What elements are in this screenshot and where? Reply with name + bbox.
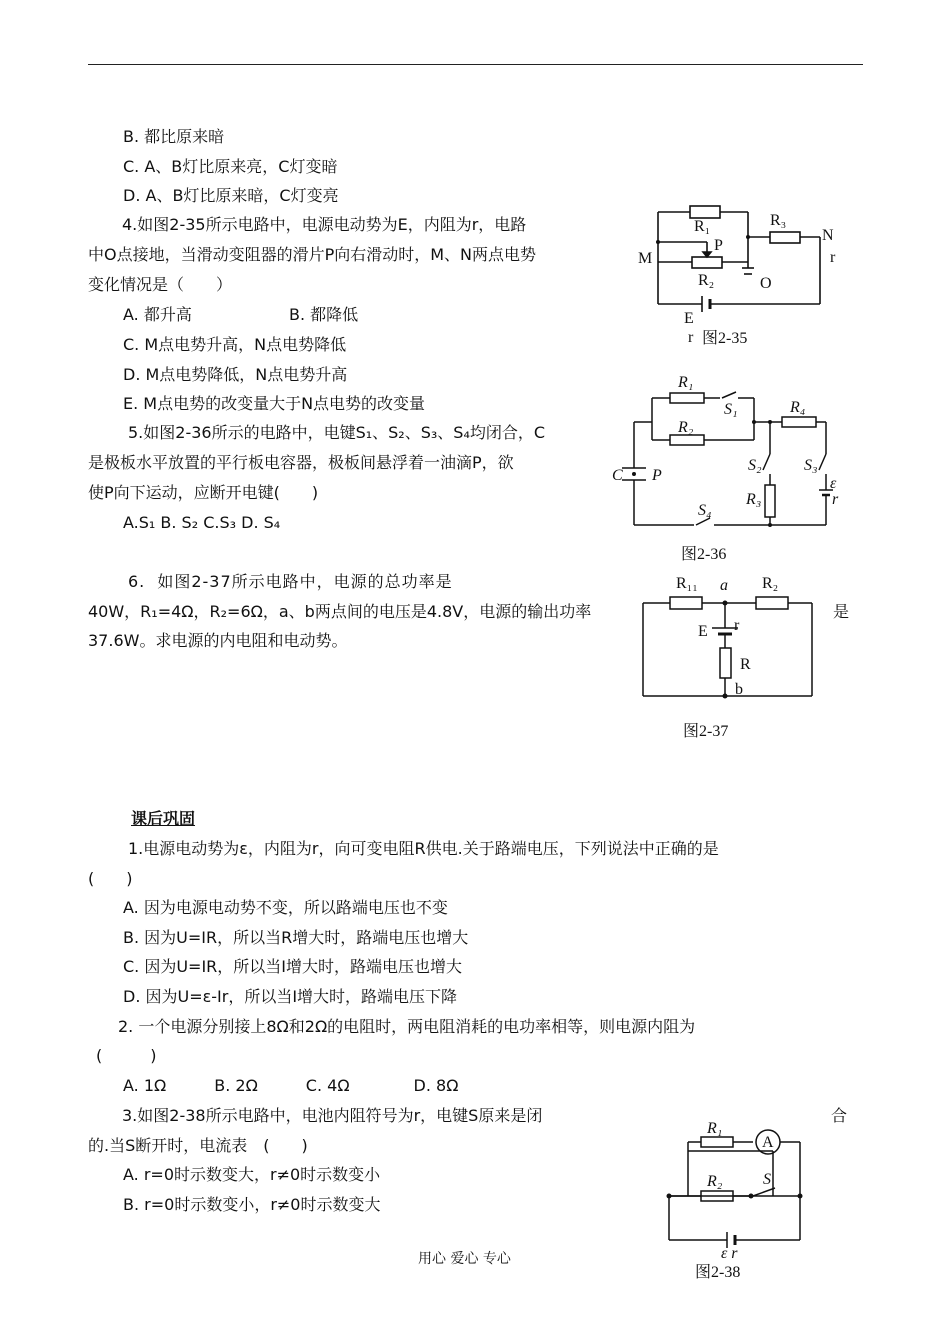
fig35-caption: 图2-35: [702, 330, 748, 347]
fig38-label-r1: R₁: [707, 1120, 723, 1137]
q4-option-b: B. 都降低: [289, 305, 359, 324]
fig38-caption: 图2-38: [695, 1264, 741, 1281]
fig36-label-c: C: [612, 467, 623, 484]
fig36-label-p: P: [652, 467, 662, 484]
hw2-line1: 2. 一个电源分别接上8Ω和2Ω的电阻时，两电阻消耗的电功率相等，则电源内阻为: [118, 1017, 696, 1036]
section-heading: 课后巩固: [131, 809, 196, 828]
hw1-option-a: A. 因为电源电动势不变，所以路端电压也不变: [123, 898, 448, 917]
option-b-prev: B. 都比原来暗: [123, 127, 225, 146]
fig38-label-r2: R₂: [707, 1173, 723, 1190]
q4-option-c: C. M点电势升高，N点电势降低: [123, 335, 347, 354]
q6-line1-end: 是: [833, 602, 850, 621]
fig35-label-o: O: [760, 275, 772, 292]
fig36-label-s1: S₁: [724, 401, 738, 418]
fig36-label-r1: R₁: [678, 374, 694, 391]
hw1-option-b: B. 因为U=IR，所以当R增大时，路端电压也增大: [123, 928, 469, 947]
fig37-label-a: a: [720, 577, 728, 594]
hw1-line1: 1.电源电动势为ε，内阻为r，向可变电阻R供电.关于路端电压，下列说法中正确的是: [128, 839, 719, 858]
option-d-prev: D. A、B灯比原来暗，C灯变亮: [123, 186, 339, 205]
hw3-line1: 3.如图2-38所示电路中，电池内阻符号为r，电键S原来是闭: [122, 1106, 543, 1125]
fig37-label-r2: R₂: [762, 575, 779, 592]
hw3-option-b: B. r=0时示数变小，r≠0时示数变大: [123, 1195, 381, 1214]
hw3-line2: 的.当S断开时，电流表 ( ): [88, 1136, 308, 1155]
q4-option-d: D. M点电势降低，N点电势升高: [123, 365, 348, 384]
page-footer: 用心 爱心 专心: [418, 1251, 511, 1267]
hw3-line1-end: 合: [831, 1106, 848, 1125]
fig35-label-m: M: [638, 250, 653, 267]
q5-line3: 使P向下运动，应断开电键( ): [88, 483, 319, 502]
fig36-label-r2: R₂: [678, 419, 694, 436]
fig37-label-r: r: [734, 617, 740, 634]
q5-options: A.S₁ B. S₂ C.S₃ D. S₄: [123, 513, 281, 532]
header-rule: [88, 64, 863, 65]
figure-2-36: [612, 370, 842, 540]
fig35-label-r-right: r: [830, 249, 836, 266]
q4-line2: 中O点接地，当滑动变阻器的滑片P向右滑动时，M、N两点电势: [88, 245, 537, 264]
fig35-label-r1: R₁: [694, 218, 711, 235]
fig37-label-e: E: [698, 623, 708, 640]
figure-2-38: [663, 1118, 813, 1262]
hw1-option-c: C. 因为U=IR，所以当I增大时，路端电压也增大: [123, 957, 463, 976]
fig35-label-r2: R₂: [698, 272, 715, 289]
fig35-label-n: N: [822, 227, 834, 244]
fig36-label-eps: ε: [830, 475, 837, 492]
q5-line1: 5.如图2-36所示的电路中，电键S₁、S₂、S₃、S₄均闭合，C: [128, 423, 546, 442]
fig38-ammeter-label: A: [762, 1134, 774, 1151]
figure-2-37: [640, 572, 820, 700]
fig37-label-big-r: R: [740, 656, 751, 673]
hw1-option-d: D. 因为U=ε-Ir，所以当I增大时，路端电压下降: [123, 987, 458, 1006]
q4-option-a: A. 都升高: [123, 305, 192, 324]
fig37-label-b: b: [735, 681, 743, 698]
fig37-label-r11: R₁₁: [676, 575, 698, 592]
q6-line1: 6. 如图2-37所示电路中，电源的总功率是: [128, 572, 453, 591]
fig35-label-p: P: [714, 237, 723, 254]
q5-line2: 是极板水平放置的平行板电容器，极板间悬浮着一油滴P，欲: [88, 453, 514, 472]
fig36-label-s4: S₄: [698, 502, 712, 519]
option-c-prev: C. A、B灯比原来亮，C灯变暗: [123, 157, 338, 176]
fig35-label-r-left: r: [688, 329, 694, 346]
fig36-label-s2: S₂: [748, 457, 762, 474]
fig36-label-r: r: [832, 491, 839, 508]
q4-line1: 4.如图2-35所示电路中，电源电动势为E，内阻为r，电路: [122, 215, 527, 234]
fig35-label-e: E: [684, 310, 694, 327]
fig36-caption: 图2-36: [681, 546, 727, 563]
q4-line3: 变化情况是（ ）: [88, 275, 233, 294]
fig36-label-r3: R₃: [746, 491, 762, 508]
fig37-caption: 图2-37: [683, 723, 729, 740]
fig38-label-s: S: [763, 1171, 771, 1188]
fig36-label-s3: S₃: [804, 457, 818, 474]
hw1-line2: ( ): [88, 869, 133, 888]
hw3-option-a: A. r=0时示数变大，r≠0时示数变小: [123, 1165, 381, 1184]
fig36-label-r4: R₄: [790, 399, 806, 416]
q6-line3: 37.6W。求电源的内电阻和电动势。: [88, 631, 348, 650]
fig35-label-r3: R₃: [770, 212, 787, 229]
fig38-label-eps-r: ε r: [721, 1245, 738, 1262]
q4-option-e: E. M点电势的改变量大于N点电势的改变量: [123, 394, 426, 413]
q6-line2: 40W，R₁=4Ω，R₂=6Ω，a、b两点间的电压是4.8V，电源的输出功率: [88, 602, 592, 621]
hw2-options: A. 1Ω B. 2Ω C. 4Ω D. 8Ω: [123, 1076, 459, 1095]
hw2-line2: ( ): [96, 1046, 157, 1065]
